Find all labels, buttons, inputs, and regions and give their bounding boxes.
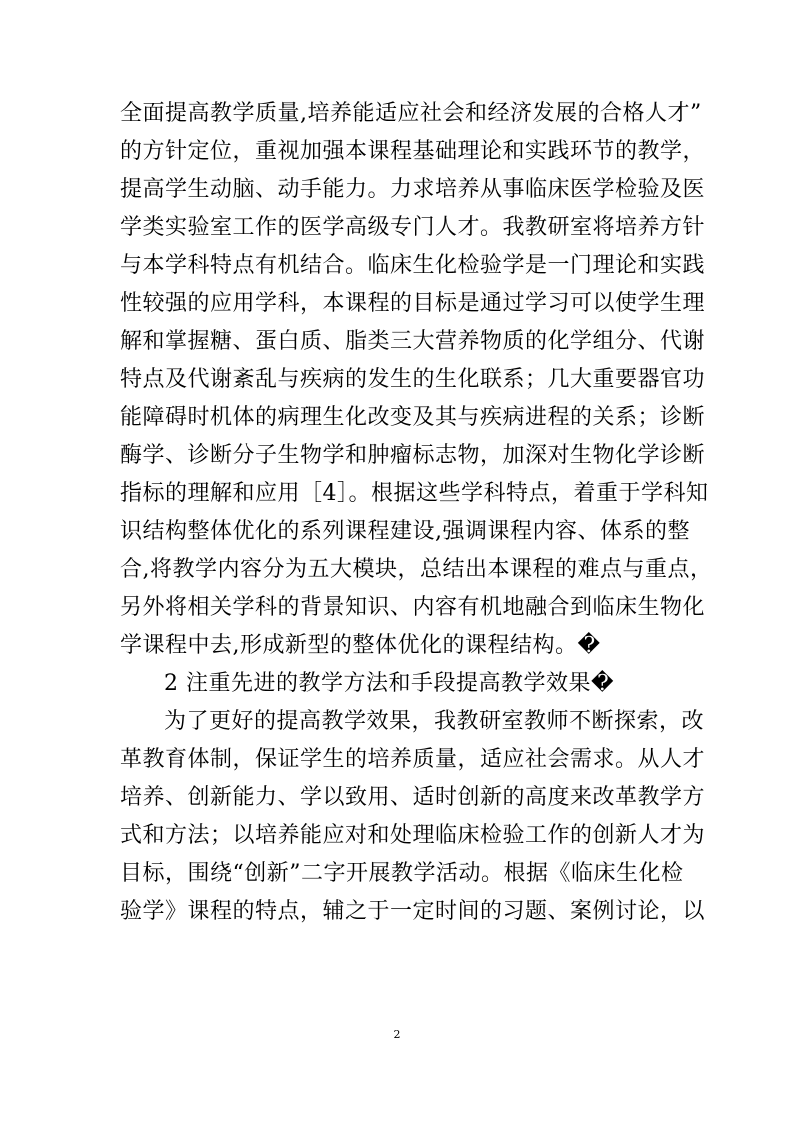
text-line: 验学》课程的特点，辅之于一定时间的习题、案例讨论，以 <box>120 899 706 924</box>
text-line: 性较强的应用学科，本课程的目标是通过学习可以使学生理 <box>120 291 706 316</box>
text-line: 特点及代谢紊乱与疾病的发生的生化联系；几大重要器官功 <box>120 367 706 392</box>
text-line: 学类实验室工作的医学高级专门人才。我教研室将培养方针 <box>120 215 706 240</box>
text-line: 识结构整体优化的系列课程建设,强调课程内容、体系的整 <box>120 519 690 544</box>
text-line-paragraph-start: 为了更好的提高教学效果，我教研室教师不断探索，改 <box>164 709 705 734</box>
text-line: 全面提高教学质量,培养能适应社会和经济发展的合格人才” <box>120 101 702 126</box>
text-line: 式和方法；以培养能应对和处理临床检验工作的创新人才为 <box>120 823 706 848</box>
text-line: 合,将教学内容分为五大模块，总结出本课程的难点与重点， <box>120 557 713 582</box>
text-line: 指标的理解和应用［4］。根据这些学科特点，着重于学科知 <box>120 481 709 506</box>
text-line: 培养、创新能力、学以致用、适时创新的高度来改革教学方 <box>120 785 706 810</box>
text-line: 解和掌握糖、蛋白质、脂类三大营养物质的化学组分、代谢 <box>120 329 706 354</box>
text-line: 能障碍时机体的病理生化改变及其与疾病进程的关系；诊断 <box>120 405 706 430</box>
text-line: 另外将相关学科的背景知识、内容有机地融合到临床生物化 <box>120 595 706 620</box>
text-line: 目标，围绕“创新”二字开展教学活动。根据《临床生化检 <box>120 861 684 886</box>
section-heading: 2 注重先进的教学方法和手段提高教学效果� <box>164 671 615 696</box>
text-line: 与本学科特点有机结合。临床生化检验学是一门理论和实践 <box>120 253 706 278</box>
page-number: 2 <box>393 1028 401 1041</box>
text-line-paragraph-end: 学课程中去,形成新型的整体优化的课程结构。� <box>120 633 601 658</box>
text-line: 的方针定位，重视加强本课程基础理论和实践环节的教学， <box>120 139 706 164</box>
text-line: 提高学生动脑、动手能力。力求培养从事临床医学检验及医 <box>120 177 706 202</box>
text-line: 革教育体制，保证学生的培养质量，适应社会需求。从人才 <box>120 747 706 772</box>
text-line: 酶学、诊断分子生物学和肿瘤标志物，加深对生物化学诊断 <box>120 443 706 468</box>
